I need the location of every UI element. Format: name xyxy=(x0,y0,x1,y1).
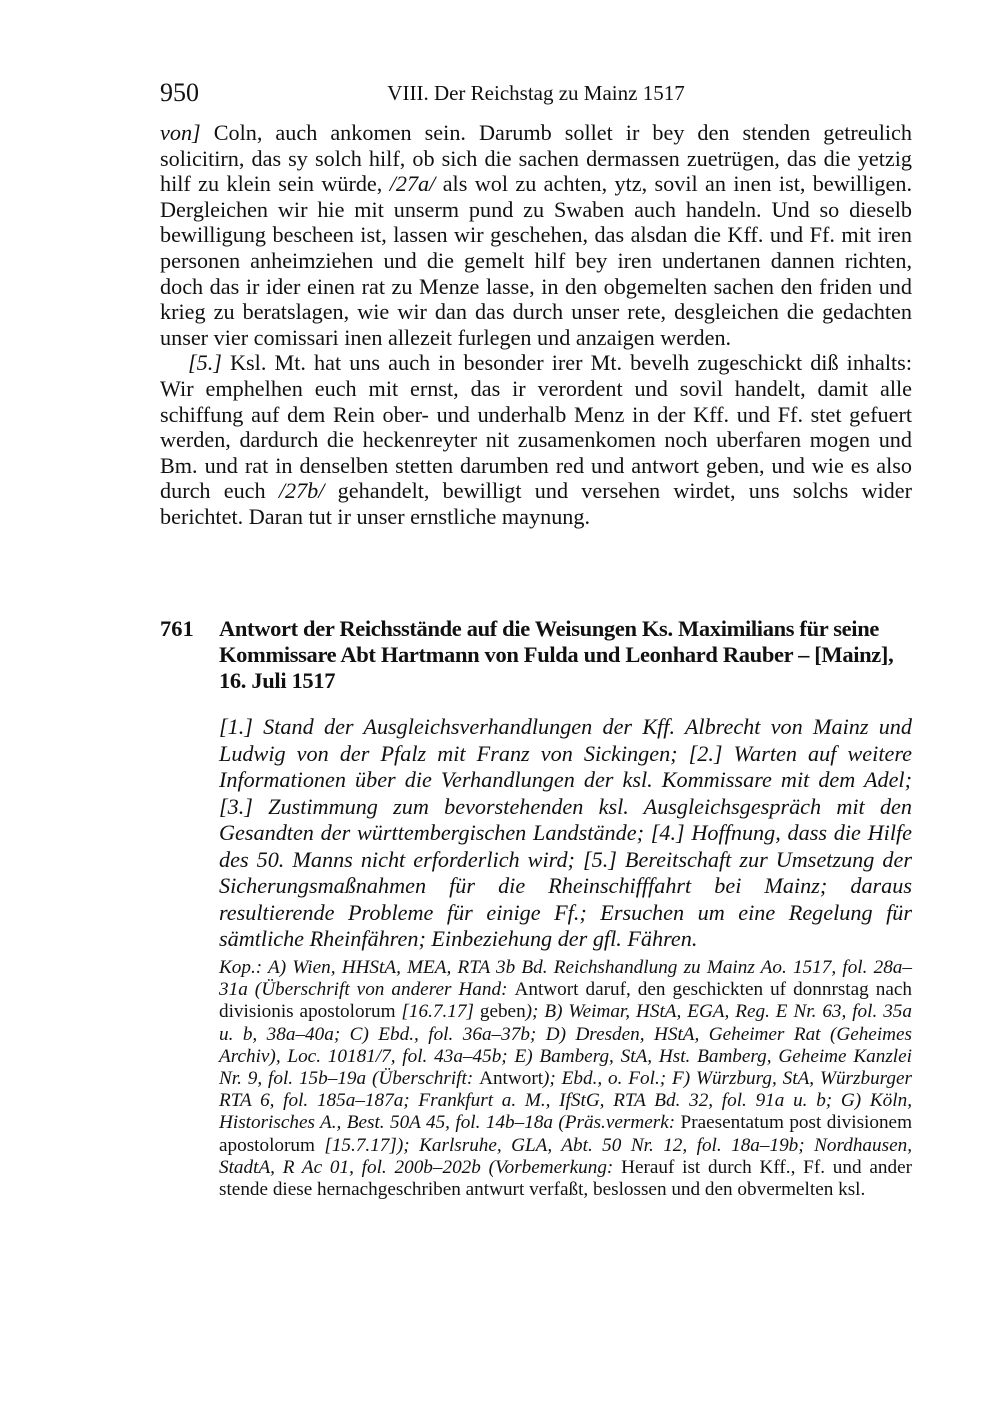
quoted-text: Herauf ist durch Kff., Ff. und ander stende diese hernachgeschriben antwurt verfaßt, beslossen und den obvermelten ksl. xyxy=(219,1156,912,1201)
paragraph-continuation xyxy=(160,120,912,350)
entry-number: 761 xyxy=(160,616,194,641)
running-head: VIII. Der Reichstag zu Mainz 1517 xyxy=(387,81,685,105)
quoted-text: Praesentatum post divisionem apostolorum xyxy=(219,1112,912,1156)
quoted-text: Antwort daruf, den geschickten uf donnrstag nach divisionis apostolorum xyxy=(219,979,912,1023)
folio-marker: /27b/ xyxy=(278,478,325,504)
entry-title: Antwort der Reichsstände auf die Weisungen Ks. Maximilians für seine Kommissare Abt Hartmann von Fulda und Leonhard Rauber – [Mainz], 16. Juli 1517 xyxy=(219,616,894,693)
date-note: [16.7.17] xyxy=(401,1001,474,1023)
regest-summary: [1.] Stand der Ausgleichsverhandlungen der Kff. Albrecht von Mainz und Ludwig von der Pfalz mit Franz von Sickingen; [2.] Warten auf weitere Informationen über die Verhandlungen der ksl. Kommissare mit dem Adel; [3.] Zustimmung zum bevorstehenden ksl. Ausgleichsgespräch mit den Gesandten der württembergischen Landstände; [4.] Hoffnung, dass die Hilfe des 50. Manns nicht erforderlich wird; [5.] Bereitschaft zur Umsetzung der Sicherungsmaßnahmen für die Rheinschifffahrt bei Mainz; daraus resultierende Probleme für einige Ff.; Ersuchen um eine Regelung für sämtliche Rheinfähren; Einbeziehung der gfl. Fähren. xyxy=(219,714,912,951)
text-run: Coln, auch ankomen sein. Darumb sollet ir bey den stenden getreulich solicitirn, das sy solch hilf, ob sich die sachen dermassen zuetrügen, das die yetzig hilf zu klein sein würde, xyxy=(160,120,912,197)
text-run: Ksl. Mt. hat uns auch in besonder irer Mt. bevelh zugeschickt diß inhalts: Wir emphelhen euch mit ernst, das ir verordent und sovil handelt, damit alle schiffung auf dem Rein ober- und underhalb Menz in der Kff. und Ff. stet gefuert werden, dardurch die heckenreyter nit zusamenkomen noch uberfaren mogen und Bm. und rat in denselben stetten darumben red und antwort geben, und wie es also durch euch xyxy=(160,350,912,504)
section-marker: [5.] xyxy=(188,350,222,376)
page-number: 950 xyxy=(160,78,199,107)
quoted-text: Antwort xyxy=(479,1068,544,1090)
main-text xyxy=(160,120,912,530)
folio-marker: /27a/ xyxy=(389,171,436,197)
editorial-bracket: von] xyxy=(160,120,201,145)
page-header xyxy=(160,78,912,112)
source-text: ); Ebd., o. Fol.; F) Würzburg, StA, Würzburger RTA 6, fol. 185a–187a; Frankfurt a. M., IfStG, RTA Bd. 32, fol. 91a u. b; G) Köln, Historisches A., Best. 50A 45, fol. 14b–18a (Präs.vermerk: xyxy=(219,1068,912,1134)
source-text: Kop.: A) Wien, HHStA, MEA, RTA 3b Bd. Reichshandlung zu Mainz Ao. 1517, fol. 28a–31a (Überschrift von anderer Hand: xyxy=(219,957,912,1001)
text-run: als wol zu achten, ytz, sovil an inen ist, bewilligen. Dergleichen wir hie mit unserm pund zu Swaben auch handeln. Und so dieselb bewilligung bescheen ist, lassen wir geschehen, das alsdan die Kff. und Ff. mit iren personen anheimziehen und die gemelt hilf bey iren undertanen dannen richten, doch das ir ider einen rat zu Menze lasse, in den obgemelten sachen den friden und krieg zu beratslagen, wie wir dan das durch unser rete, desgleichen die gedachten unser vier comissari inen allezeit furlegen und anzaigen werden. xyxy=(160,171,912,350)
quoted-text: geben xyxy=(473,1001,526,1023)
source-text: [15.7.17]); Karlsruhe, GLA, Abt. 50 Nr. 12, fol. 18a–19b; Nordhausen, StadtA, R Ac 01, fol. 200b–202b (Vorbemerkung: xyxy=(219,1134,912,1178)
source-text: ); B) Weimar, HStA, EGA, Reg. E Nr. 63, fol. 35a u. b, 38a–40a; C) Ebd., fol. 36a–37b; D) Dresden, HStA, Geheimer Rat (Geheimes Archiv), Loc. 10181/7, fol. 43a–45b; E) Bamberg, StA, Hst. Bamberg, Geheime Kanzlei Nr. 9, fol. 15b–19a (Überschrift: xyxy=(219,1001,912,1090)
source-apparatus xyxy=(219,957,912,1201)
paragraph-5 xyxy=(160,350,912,529)
text-run: gehandelt, bewilligt und versehen wirdet, uns solchs wider berichtet. Daran tut ir unser ernstliche maynung. xyxy=(160,478,912,529)
